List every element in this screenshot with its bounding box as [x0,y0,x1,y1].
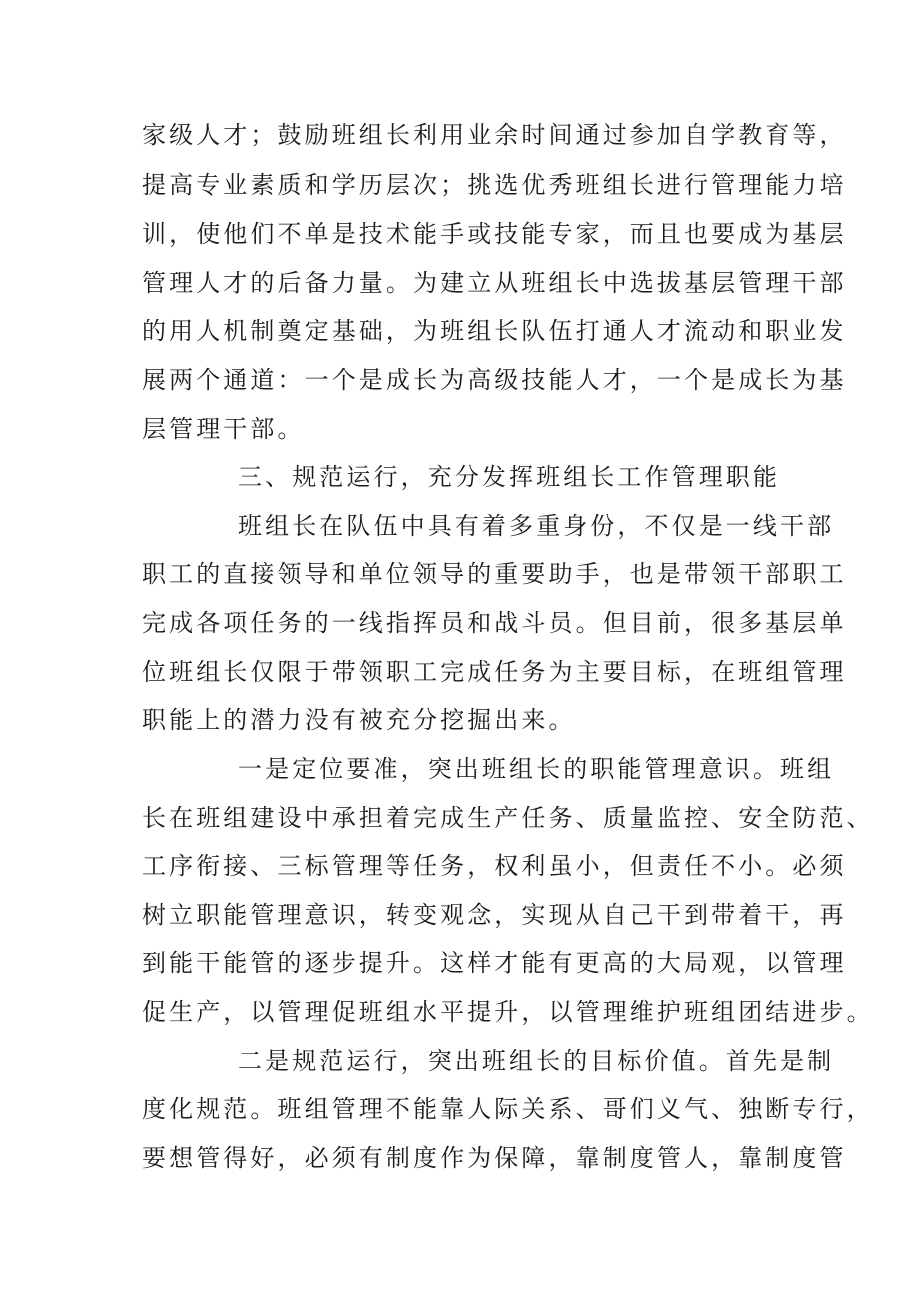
text-line: 的用人机制奠定基础，为班组长队伍打通人才流动和职业发 [142,317,847,345]
text-line: 位班组长仅限于带领职工完成任务为主要目标，在班组管理 [142,658,847,686]
text-line: 展两个通道：一个是成长为高级技能人才，一个是成长为基 [142,366,847,394]
text-line: 长在班组建设中承担着完成生产任务、质量监控、安全防范、 [142,804,874,832]
section-heading: 三、规范运行，充分发挥班组长工作管理职能 [238,463,780,491]
text-line: 到能干能管的逐步提升。这样才能有更高的大局观，以管理 [142,949,847,977]
text-line: 工序衔接、三标管理等任务，权利虽小，但责任不小。必须 [142,852,847,880]
text-line: 职能上的潜力没有被充分挖掘出来。 [142,706,576,734]
text-line: 提高专业素质和学历层次；挑选优秀班组长进行管理能力培 [142,171,847,199]
text-line: 训，使他们不单是技术能手或技能专家，而且也要成为基层 [142,220,847,248]
text-line: 促生产，以管理促班组水平提升，以管理维护班组团结进步。 [142,998,874,1026]
text-line: 职工的直接领导和单位领导的重要助手，也是带领干部职工 [142,560,847,588]
paragraph-first-line: 二是规范运行，突出班组长的目标价值。首先是制 [238,1047,835,1075]
paragraph-first-line: 一是定位要准，突出班组长的职能管理意识。班组 [238,755,835,783]
paragraph-first-line: 班组长在队伍中具有着多重身份，不仅是一线干部 [238,512,835,540]
text-line: 树立职能管理意识，转变观念，实现从自己干到带着干，再 [142,901,847,929]
text-line: 家级人才；鼓励班组长利用业余时间通过参加自学教育等， [142,121,847,149]
text-line: 要想管得好，必须有制度作为保障，靠制度管人，靠制度管 [142,1144,847,1172]
text-line: 管理人才的后备力量。为建立从班组长中选拔基层管理干部 [142,269,847,297]
text-line: 层管理干部。 [142,415,305,443]
text-line: 完成各项任务的一线指挥员和战斗员。但目前，很多基层单 [142,609,847,637]
text-line: 度化规范。班组管理不能靠人际关系、哥们义气、独断专行， [142,1095,874,1123]
